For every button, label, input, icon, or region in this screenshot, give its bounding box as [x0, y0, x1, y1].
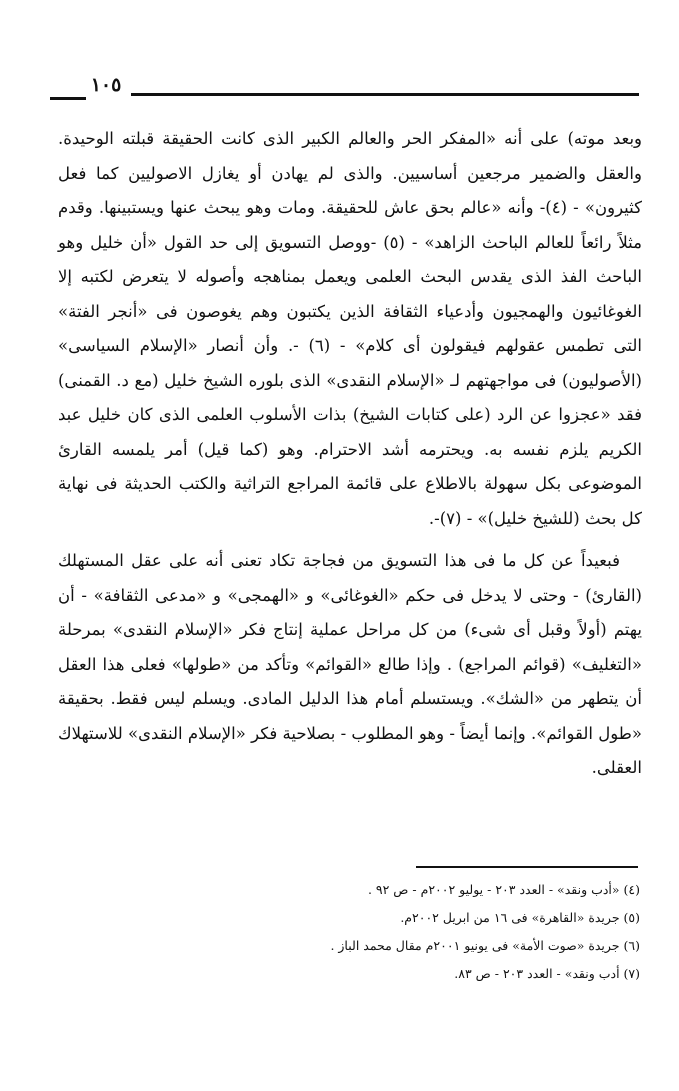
header-rule-long [131, 93, 639, 96]
header-rule-short [50, 97, 86, 100]
footnote-6: (٦) جريدة «صوت الأمة» فى يونيو ٢٠٠١م مقال محمد الباز . [330, 938, 640, 953]
paragraph: وبعد موته) على أنه «المفكر الحر والعالم الكبير الذى كانت الحقيقة قبلته الوحيدة. والعقل والضمير مرجعين أساسيين. والذى لم يهادن أو يغازل الاصوليين كما فعل كثيرون» - (٤)- وأنه «عالم بحق عاش للحقيقة. ومات وهو يبحث عنها ويستبينها. وقدم مثلاً رائعاً للعالم الباحث الزاهد» - (٥) -ووصل التسويق إلى حد القول «أن خليل وهو الباحث الفذ الذى يقدس البحث العلمى ويعمل بمناهجه وأصوله لا يتعرض لكتبه إلا الغوغائيون والهمجيون وأدعياء الثقافة الذين يكتبون وهم يغوصون فى «أنجر الفتة» التى تطمس عقولهم فيقولون أى كلام» - (٦) -. وأن أنصار «الإسلام السياسى» (الأصوليون) فى مواجهتهم لـ «الإسلام النقدى» الذى بلوره الشيخ خليل (مع د. القمنى) فقد «عجزوا عن الرد (على كتابات الشيخ) بذات الأسلوب العلمى الذى كان خليل عبد الكريم يلزم نفسه به. ويحترمه أشد الاحترام. وهو (كما قيل) أمر يلمسه القارئ الموضوعى بكل سهولة بالاطلاع على قائمة المراجع التراثية والكتب الحديثة فى نهاية كل بحث (للشيخ خليل)» - (٧)-. [58, 129, 642, 528]
footnote-7: (٧) أدب ونقد» - العدد ٢٠٣ - ص ٨٣. [454, 966, 640, 981]
body-text [58, 122, 642, 786]
footnotes [240, 876, 640, 988]
footnote-separator [416, 866, 638, 868]
paragraph: فبعيداً عن كل ما فى هذا التسويق من فجاجة تكاد تعنى أنه على عقل المستهلك (القارئ) - وحتى لا يدخل فى حكم «الغوغائى» و «الهمجى» و «مدعى الثقافة» - أن يهتم (أولاً وقبل أى شىء) من كل مراحل عملية إنتاج فكر «الإسلام النقدى» بمرحلة «التغليف» (قوائم المراجع) . وإذا طالع «القوائم» وتأكد من «طولها» فعلى هذا العقل أن يتطهر من «الشك». ويستسلم أمام هذا الدليل المادى. ويسلم ليس فقط. بحقيقة «طول القوائم». وإنما أيضاً - وهو المطلوب - بصلاحية فكر «الإسلام النقدى» للاستهلاك العقلى. [58, 551, 642, 777]
footnote-4: (٤) «أدب ونقد» - العدد ٢٠٣ - يوليو ٢٠٠٢م - ص ٩٢ . [367, 882, 640, 897]
page-number: ١٠٥ [90, 74, 122, 96]
footnote-5: (٥) جريدة «القاهرة» فى ١٦ من ابريل ٢٠٠٢م. [400, 910, 640, 925]
